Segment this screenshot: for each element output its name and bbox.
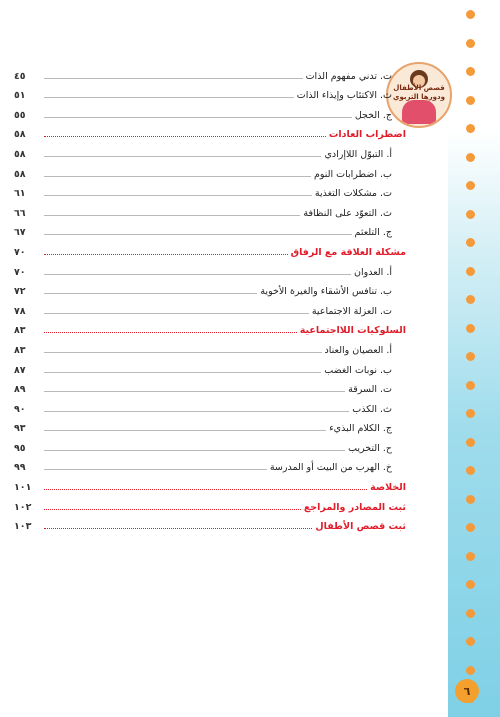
toc-entry-title: ج. التلعثم: [354, 227, 392, 239]
toc-entry: [14, 219, 406, 239]
toc-entry: [14, 62, 406, 82]
binding-dot: [466, 381, 475, 390]
toc-entry: [14, 258, 406, 278]
toc-entry-title: أ. التبوّل اللاإرادي: [324, 148, 392, 160]
toc-entry-title: ث. التعوّد على النظافة: [303, 207, 392, 219]
toc-leader-line: [44, 117, 352, 118]
toc-entry-title: ت. السرقة: [348, 384, 392, 396]
toc-page-number: ٥٥: [14, 109, 26, 121]
binding-dot: [466, 124, 475, 133]
spiral-binding-dots: [466, 0, 480, 717]
toc-entry-title: ب. تنافس الأشقاء والغيرة الأخوية: [260, 286, 392, 298]
binding-dot: [466, 466, 475, 475]
toc-section-heading: [14, 473, 406, 493]
toc-entry: [14, 395, 406, 415]
binding-dot: [466, 580, 475, 589]
toc-entry-title: اضطراب العادات: [328, 129, 406, 141]
toc-leader-line: [44, 97, 294, 98]
toc-page-number: ١٠١: [14, 482, 32, 494]
toc-page-number: ٧٢: [14, 286, 26, 298]
binding-dot: [466, 609, 475, 618]
toc-entry: [14, 101, 406, 121]
toc-leader-line: [44, 136, 326, 137]
toc-section-heading: [14, 317, 406, 337]
toc-entry-title: ت. تدني مفهوم الذات: [305, 70, 392, 82]
toc-page-number: ٥٨: [14, 168, 26, 180]
toc-leader-line: [44, 313, 309, 314]
toc-page-number: ٨٣: [14, 344, 26, 356]
toc-leader-line: [44, 430, 326, 431]
badge-title-line1: قصص الأطفال: [393, 84, 445, 92]
table-of-contents: [14, 62, 406, 532]
toc-leader-line: [44, 195, 312, 196]
toc-entry-title: ت. مشكلات التغذية: [314, 188, 392, 200]
toc-entry-title: الخلاصة: [370, 482, 406, 494]
toc-leader-line: [44, 372, 321, 373]
toc-leader-line: [44, 469, 267, 470]
toc-page-number: ٨٧: [14, 364, 26, 376]
toc-entry: [14, 376, 406, 396]
binding-dot: [466, 552, 475, 561]
toc-leader-line: [44, 489, 367, 490]
toc-page-number: ٤٥: [14, 70, 26, 82]
toc-leader-line: [44, 352, 322, 353]
toc-entry: [14, 140, 406, 160]
toc-leader-line: [44, 332, 297, 333]
toc-entry: [14, 278, 406, 298]
binding-dot: [466, 267, 475, 276]
toc-page-number: ٥١: [14, 90, 26, 102]
binding-dot: [466, 10, 475, 19]
toc-entry-title: ثبت قصص الأطفال: [315, 521, 406, 533]
toc-page-number: ٧٨: [14, 305, 26, 317]
toc-page-number: ٨٩: [14, 384, 26, 396]
toc-entry-title: ج. الخجل: [354, 109, 392, 121]
toc-page-number: ٦١: [14, 188, 26, 200]
binding-dot: [466, 324, 475, 333]
toc-leader-line: [44, 274, 351, 275]
toc-entry-title: ب. نوبات الغضب: [324, 364, 392, 376]
toc-page-number: ٨٣: [14, 325, 26, 337]
toc-entry: [14, 434, 406, 454]
binding-dot: [466, 39, 475, 48]
toc-leader-line: [44, 254, 288, 255]
binding-dot: [466, 181, 475, 190]
toc-section-heading: [14, 493, 406, 513]
toc-page-number: ١٠٣: [14, 521, 32, 533]
toc-entry: [14, 297, 406, 317]
toc-entry: [14, 82, 406, 102]
binding-dot: [466, 295, 475, 304]
toc-entry: [14, 180, 406, 200]
toc-entry-title: أ. العدوان: [354, 266, 392, 278]
toc-leader-line: [44, 391, 345, 392]
toc-entry: [14, 454, 406, 474]
toc-page-number: ٩٥: [14, 442, 26, 454]
toc-entry-title: خ. الهرب من البيت أو المدرسة: [269, 462, 392, 474]
toc-leader-line: [44, 450, 345, 451]
toc-leader-line: [44, 215, 300, 216]
toc-entry-title: ثبت المصادر والمراجع: [303, 501, 406, 513]
toc-entry-title: السلوكيات اللااجتماعية: [299, 325, 406, 337]
binding-dot: [466, 96, 475, 105]
toc-leader-line: [44, 293, 257, 294]
toc-page-number: ٦٧: [14, 227, 26, 239]
binding-dot: [466, 637, 475, 646]
toc-entry-title: ث. الاكتئاب وإيذاء الذات: [296, 90, 392, 102]
toc-entry-title: ب. اضطرابات النوم: [313, 168, 392, 180]
toc-leader-line: [44, 509, 301, 510]
toc-section-heading: [14, 238, 406, 258]
toc-leader-line: [44, 78, 303, 79]
toc-page-number: ٧٠: [14, 246, 26, 258]
toc-entry: [14, 199, 406, 219]
binding-dot: [466, 495, 475, 504]
binding-dot: [466, 238, 475, 247]
toc-leader-line: [44, 156, 321, 157]
binding-dot: [466, 523, 475, 532]
binding-dot: [466, 409, 475, 418]
toc-page-number: ٩٣: [14, 423, 26, 435]
toc-entry-title: مشكلة العلاقة مع الرفاق: [290, 246, 406, 258]
toc-entry-title: ج. الكلام البذيء: [329, 423, 392, 435]
toc-section-heading: [14, 121, 406, 141]
binding-dot: [466, 153, 475, 162]
binding-dot: [466, 67, 475, 76]
badge-title-line2: ودورها التربوي: [393, 93, 445, 101]
toc-page-number: ٧٠: [14, 266, 26, 278]
toc-leader-line: [44, 234, 352, 235]
toc-entry-title: ح. التخريب: [348, 442, 392, 454]
toc-page-number: ٥٨: [14, 148, 26, 160]
toc-page-number: ٩٠: [14, 403, 26, 415]
toc-page-number: ٥٨: [14, 129, 26, 141]
toc-section-heading: [14, 513, 406, 533]
toc-page-number: ١٠٢: [14, 501, 32, 513]
toc-leader-line: [44, 528, 312, 529]
toc-entry: [14, 336, 406, 356]
toc-entry-title: ت. العزلة الاجتماعية: [311, 305, 392, 317]
binding-dot: [466, 666, 475, 675]
toc-entry: [14, 160, 406, 180]
toc-entry: [14, 415, 406, 435]
toc-leader-line: [44, 176, 311, 177]
toc-page-number: ٦٦: [14, 207, 26, 219]
toc-entry: [14, 356, 406, 376]
toc-entry-title: أ. العصيان والعناد: [324, 344, 392, 356]
toc-entry-title: ث. الكذب: [352, 403, 392, 415]
page-number: ٦: [455, 679, 479, 703]
toc-page-number: ٩٩: [14, 462, 26, 474]
toc-leader-line: [44, 411, 349, 412]
binding-dot: [466, 210, 475, 219]
binding-dot: [466, 352, 475, 361]
girl-reading-icon: [402, 100, 436, 124]
binding-dot: [466, 438, 475, 447]
